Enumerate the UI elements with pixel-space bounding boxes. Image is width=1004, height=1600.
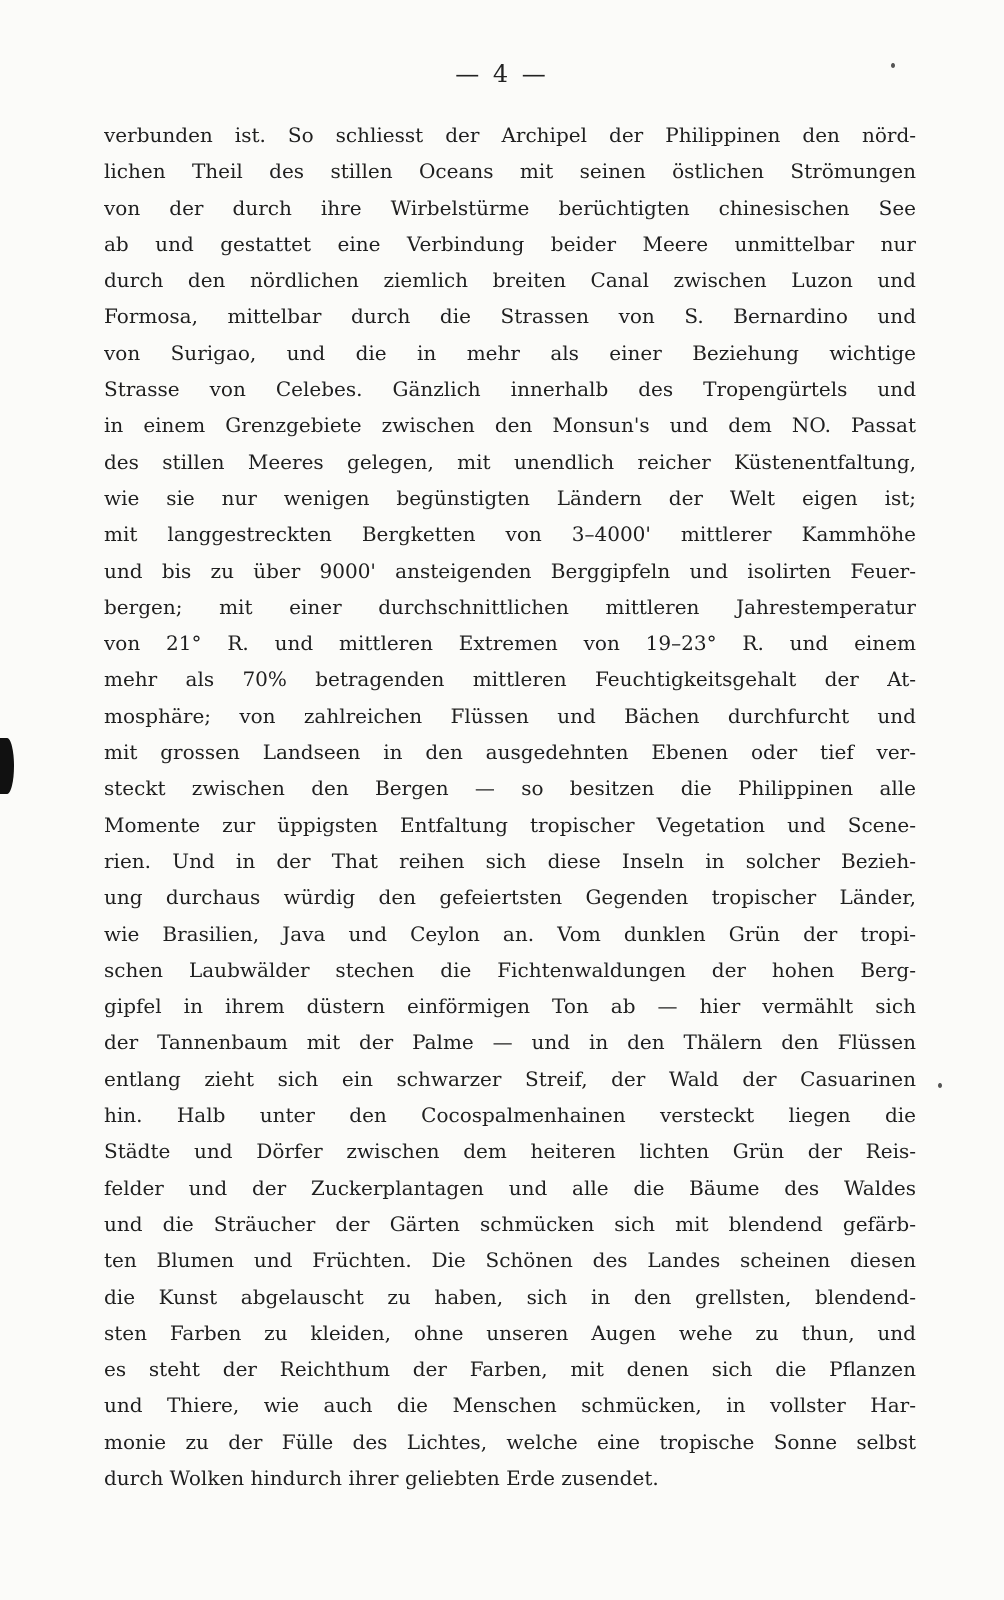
text-line: bergen; mit einer durchschnittlichen mittleren Jahrestemperatur — [104, 594, 916, 619]
text-line: von Surigao, und die in mehr als einer Beziehung wichtige — [104, 340, 916, 365]
text-line: Strasse von Celebes. Gänzlich innerhalb des Tropengürtels und — [104, 377, 916, 402]
text-line: monie zu der Fülle des Lichtes, welche eine tropische Sonne selbst — [104, 1429, 916, 1454]
scan-blot — [0, 738, 14, 794]
text-line: die Kunst abgelauscht zu haben, sich in den grellsten, blendend- — [104, 1284, 916, 1309]
text-line: gipfel in ihrem düstern einförmigen Ton ab — hier vermählt sich — [104, 994, 916, 1019]
text-line: felder und der Zuckerplantagen und alle die Bäume des Waldes — [104, 1175, 916, 1200]
text-line: Städte und Dörfer zwischen dem heiteren lichten Grün der Reis- — [104, 1139, 916, 1164]
text-line: von 21° R. und mittleren Extremen von 19–23° R. und einem — [104, 631, 916, 656]
scan-speck — [891, 63, 895, 68]
text-line: des stillen Meeres gelegen, mit unendlich reicher Küstenentfaltung, — [104, 449, 916, 474]
text-line: ab und gestattet eine Verbindung beider Meere unmittelbar nur — [104, 231, 916, 256]
text-line: mosphäre; von zahlreichen Flüssen und Bächen durchfurcht und — [104, 703, 916, 728]
text-line: durch Wolken hindurch ihrer geliebten Erde zusendet. — [104, 1465, 659, 1490]
text-line: Momente zur üppigsten Entfaltung tropischer Vegetation und Scene- — [104, 812, 916, 837]
text-line: mit langgestreckten Bergketten von 3–4000' mittlerer Kammhöhe — [104, 522, 916, 547]
text-line: verbunden ist. So schliesst der Archipel der Philippinen den nörd- — [104, 123, 916, 147]
text-line: Formosa, mittelbar durch die Strassen von S. Bernardino und — [104, 304, 916, 329]
text-line: und Thiere, wie auch die Menschen schmücken, in vollster Har- — [104, 1393, 916, 1418]
text-line: es steht der Reichthum der Farben, mit denen sich die Pflanzen — [104, 1357, 916, 1382]
text-line: mehr als 70% betragenden mittleren Feuchtigkeitsgehalt der At- — [104, 667, 916, 692]
text-line: entlang zieht sich ein schwarzer Streif, der Wald der Casuarinen — [104, 1066, 916, 1091]
text-line: hin. Halb unter den Cocospalmenhainen versteckt liegen die — [104, 1103, 916, 1128]
text-line: in einem Grenzgebiete zwischen den Monsun's und dem NO. Passat — [104, 413, 916, 438]
text-line: lichen Theil des stillen Oceans mit seinen östlichen Strömungen — [104, 159, 916, 184]
text-line: rien. Und in der That reihen sich diese Inseln in solcher Bezieh- — [104, 848, 916, 873]
text-line: wie sie nur wenigen begünstigten Ländern der Welt eigen ist; — [104, 485, 916, 510]
body-text — [104, 117, 916, 1496]
text-line: der Tannenbaum mit der Palme — und in den Thälern den Flüssen — [104, 1030, 916, 1055]
text-line: schen Laubwälder stechen die Fichtenwaldungen der hohen Berg- — [104, 957, 916, 982]
text-line: und bis zu über 9000' ansteigenden Berggipfeln und isolirten Feuer- — [104, 558, 916, 583]
text-line: ten Blumen und Früchten. Die Schönen des Landes scheinen diesen — [104, 1248, 916, 1273]
text-line: durch den nördlichen ziemlich breiten Canal zwischen Luzon und — [104, 268, 916, 293]
text-line: mit grossen Landseen in den ausgedehnten Ebenen oder tief ver- — [104, 740, 916, 765]
scan-speck — [938, 1083, 942, 1088]
text-line: sten Farben zu kleiden, ohne unseren Augen wehe zu thun, und — [104, 1320, 916, 1345]
page-number: — 4 — — [455, 60, 549, 88]
text-line: ung durchaus würdig den gefeiertsten Gegenden tropischer Länder, — [104, 885, 916, 910]
text-line: von der durch ihre Wirbelstürme berüchtigten chinesischen See — [104, 195, 916, 220]
text-line: steckt zwischen den Bergen — so besitzen die Philippinen alle — [104, 776, 916, 801]
text-line: wie Brasilien, Java und Ceylon an. Vom dunklen Grün der tropi- — [104, 921, 916, 946]
text-line: und die Sträucher der Gärten schmücken sich mit blendend gefärb- — [104, 1211, 916, 1236]
